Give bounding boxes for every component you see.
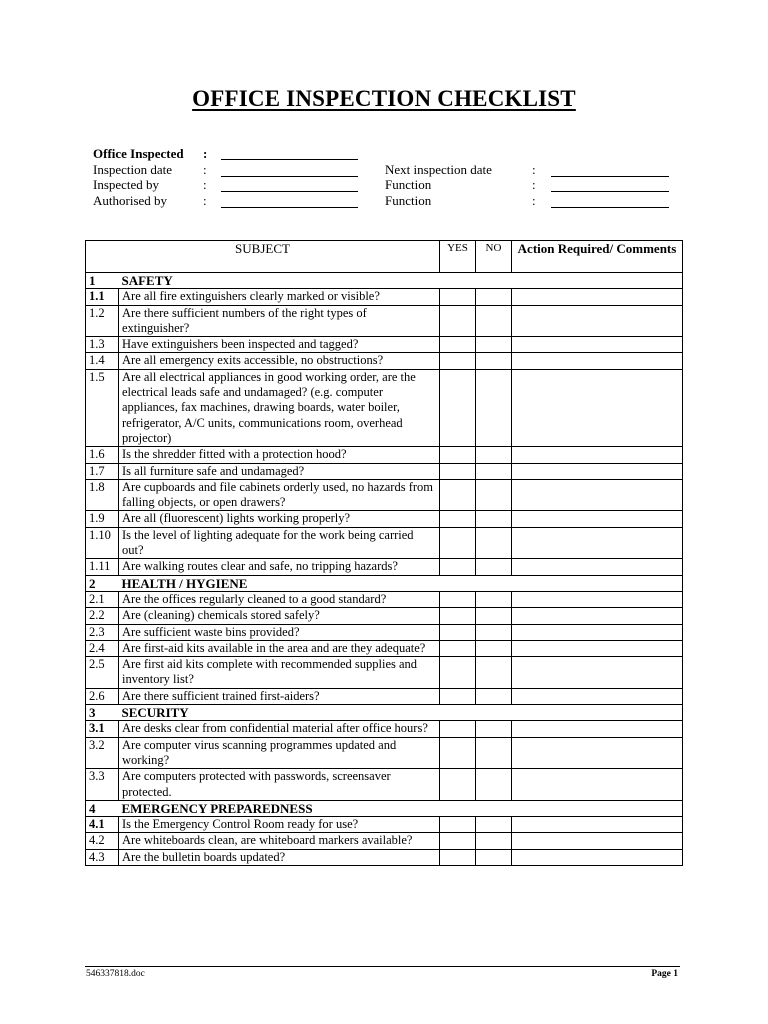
action-header: Action Required/ Comments	[512, 241, 683, 273]
item-number: 2.4	[86, 640, 119, 656]
colon: :	[532, 177, 536, 192]
footer-filename: 546337818.doc	[86, 969, 145, 979]
comments-cell[interactable]	[512, 511, 683, 527]
item-number: 1.5	[86, 369, 119, 446]
section-name: SECURITY	[121, 705, 189, 721]
no-cell[interactable]	[476, 447, 512, 463]
yes-cell[interactable]	[440, 591, 476, 607]
yes-cell[interactable]	[440, 353, 476, 369]
checklist-item-row	[86, 511, 683, 527]
section-heading	[86, 705, 683, 721]
checklist-item-row	[86, 479, 683, 511]
inspection-date-line[interactable]	[221, 176, 358, 177]
comments-cell[interactable]	[512, 624, 683, 640]
item-number: 1.7	[86, 463, 119, 479]
authorised-by-label: Authorised by	[93, 193, 168, 208]
comments-cell[interactable]	[512, 463, 683, 479]
no-cell[interactable]	[476, 353, 512, 369]
item-number: 2.6	[86, 688, 119, 704]
checklist-item-row	[86, 688, 683, 704]
no-cell[interactable]	[476, 849, 512, 865]
next-inspection-date-label: Next inspection date	[385, 162, 492, 177]
item-question: Are all electrical appliances in good working order, are the electrical leads safe and undamaged? (e.g. computer appliances, fax machines, drawing boards, water boiler, refrigerator, A/C units, communications room, overhead projector)	[119, 369, 440, 446]
checklist-item-row	[86, 608, 683, 624]
section-number: 4	[89, 800, 96, 816]
section-row	[86, 273, 683, 289]
item-question: Are all emergency exits accessible, no obstructions?	[119, 353, 440, 369]
yes-header: YES	[440, 241, 476, 273]
colon: :	[203, 177, 207, 192]
authorised-by-line[interactable]	[221, 207, 358, 208]
item-question: Are walking routes clear and safe, no tripping hazards?	[119, 559, 440, 575]
comments-cell[interactable]	[512, 479, 683, 511]
yes-cell[interactable]	[440, 833, 476, 849]
no-cell[interactable]	[476, 527, 512, 559]
yes-cell[interactable]	[440, 640, 476, 656]
no-cell[interactable]	[476, 833, 512, 849]
section-row	[86, 800, 683, 816]
checklist-item-row	[86, 463, 683, 479]
item-number: 3.1	[86, 721, 119, 737]
colon: :	[532, 162, 536, 177]
item-question: Are computers protected with passwords, screensaver protected.	[119, 769, 440, 801]
yes-cell[interactable]	[440, 721, 476, 737]
comments-cell[interactable]	[512, 305, 683, 337]
yes-cell[interactable]	[440, 527, 476, 559]
comments-cell[interactable]	[512, 608, 683, 624]
item-number: 2.3	[86, 624, 119, 640]
footer-page-number: Page 1	[651, 969, 678, 979]
item-number: 1.10	[86, 527, 119, 559]
item-question: Are all fire extinguishers clearly marked or visible?	[119, 289, 440, 305]
checklist-table	[85, 240, 683, 866]
section-row	[86, 575, 683, 591]
section-number: 2	[89, 575, 96, 591]
no-cell[interactable]	[476, 289, 512, 305]
colon: :	[203, 146, 208, 161]
checklist-item-row	[86, 833, 683, 849]
no-cell[interactable]	[476, 479, 512, 511]
item-question: Is all furniture safe and undamaged?	[119, 463, 440, 479]
item-number: 1.2	[86, 305, 119, 337]
comments-cell[interactable]	[512, 369, 683, 446]
inspected-by-line[interactable]	[221, 191, 358, 192]
page-title: OFFICE INSPECTION CHECKLIST	[192, 86, 576, 111]
no-cell[interactable]	[476, 769, 512, 801]
item-number: 1.4	[86, 353, 119, 369]
inspection-date-label: Inspection date	[93, 162, 173, 177]
yes-cell[interactable]	[440, 817, 476, 833]
function-line-1[interactable]	[551, 191, 669, 192]
function-label-1: Function	[385, 177, 432, 192]
section-heading	[86, 575, 683, 591]
comments-cell[interactable]	[512, 833, 683, 849]
item-question: Is the shredder fitted with a protection hood?	[119, 447, 440, 463]
no-cell[interactable]	[476, 559, 512, 575]
item-number: 1.8	[86, 479, 119, 511]
function-label-2: Function	[385, 193, 432, 208]
item-number: 2.2	[86, 608, 119, 624]
checklist-item-row	[86, 337, 683, 353]
item-number: 1.6	[86, 447, 119, 463]
yes-cell[interactable]	[440, 737, 476, 769]
item-number: 1.1	[86, 289, 119, 305]
item-question: Are desks clear from confidential material after office hours?	[119, 721, 440, 737]
item-question: Are first aid kits complete with recommended supplies and inventory list?	[119, 657, 440, 689]
no-cell[interactable]	[476, 369, 512, 446]
section-name: HEALTH / HYGIENE	[121, 575, 248, 591]
no-cell[interactable]	[476, 721, 512, 737]
comments-cell[interactable]	[512, 289, 683, 305]
no-cell[interactable]	[476, 463, 512, 479]
yes-cell[interactable]	[440, 511, 476, 527]
checklist-item-row	[86, 817, 683, 833]
no-cell[interactable]	[476, 608, 512, 624]
no-cell[interactable]	[476, 511, 512, 527]
checklist-item-row	[86, 640, 683, 656]
item-question: Are all (fluorescent) lights working properly?	[119, 511, 440, 527]
next-inspection-date-line[interactable]	[551, 176, 669, 177]
yes-cell[interactable]	[440, 447, 476, 463]
colon: :	[532, 193, 536, 208]
comments-cell[interactable]	[512, 337, 683, 353]
section-name: EMERGENCY PREPAREDNESS	[121, 800, 313, 816]
no-cell[interactable]	[476, 657, 512, 689]
comments-cell[interactable]	[512, 721, 683, 737]
comments-cell[interactable]	[512, 640, 683, 656]
item-question: Are cupboards and file cabinets orderly used, no hazards from falling objects, or open drawers?	[119, 479, 440, 511]
no-cell[interactable]	[476, 817, 512, 833]
comments-cell[interactable]	[512, 737, 683, 769]
section-name: SAFETY	[121, 273, 173, 288]
comments-cell[interactable]	[512, 769, 683, 801]
checklist-item-row	[86, 849, 683, 865]
no-cell[interactable]	[476, 624, 512, 640]
subject-header: SUBJECT	[86, 241, 440, 273]
no-cell[interactable]	[476, 337, 512, 353]
checklist-body	[86, 273, 683, 866]
item-number: 1.9	[86, 511, 119, 527]
footer-rule	[85, 966, 680, 967]
no-cell[interactable]	[476, 737, 512, 769]
item-question: Are (cleaning) chemicals stored safely?	[119, 608, 440, 624]
comments-cell[interactable]	[512, 353, 683, 369]
checklist-item-row	[86, 657, 683, 689]
yes-cell[interactable]	[440, 479, 476, 511]
yes-cell[interactable]	[440, 624, 476, 640]
item-number: 4.3	[86, 849, 119, 865]
section-heading	[86, 273, 683, 289]
yes-cell[interactable]	[440, 369, 476, 446]
item-number: 2.1	[86, 591, 119, 607]
yes-cell[interactable]	[440, 463, 476, 479]
item-question: Are whiteboards clean, are whiteboard markers available?	[119, 833, 440, 849]
section-row	[86, 705, 683, 721]
item-question: Are there sufficient numbers of the right types of extinguisher?	[119, 305, 440, 337]
yes-cell[interactable]	[440, 559, 476, 575]
checklist-item-row	[86, 527, 683, 559]
colon: :	[203, 193, 207, 208]
item-number: 1.11	[86, 559, 119, 575]
no-cell[interactable]	[476, 305, 512, 337]
no-cell[interactable]	[476, 640, 512, 656]
inspected-by-label: Inspected by	[93, 177, 160, 192]
checklist-item-row	[86, 721, 683, 737]
comments-cell[interactable]	[512, 527, 683, 559]
item-number: 1.3	[86, 337, 119, 353]
yes-cell[interactable]	[440, 688, 476, 704]
yes-cell[interactable]	[440, 608, 476, 624]
office-inspected-line[interactable]	[221, 159, 358, 160]
colon: :	[203, 162, 207, 177]
comments-cell[interactable]	[512, 657, 683, 689]
item-question: Is the level of lighting adequate for the work being carried out?	[119, 527, 440, 559]
yes-cell[interactable]	[440, 305, 476, 337]
no-cell[interactable]	[476, 591, 512, 607]
item-number: 4.1	[86, 817, 119, 833]
no-cell[interactable]	[476, 688, 512, 704]
comments-cell[interactable]	[512, 688, 683, 704]
item-question: Are there sufficient trained first-aiders?	[119, 688, 440, 704]
checklist-item-row	[86, 591, 683, 607]
item-question: Are the bulletin boards updated?	[119, 849, 440, 865]
section-heading	[86, 800, 683, 816]
checklist-item-row	[86, 289, 683, 305]
checklist-item-row	[86, 305, 683, 337]
comments-cell[interactable]	[512, 817, 683, 833]
yes-cell[interactable]	[440, 849, 476, 865]
table-header-row	[86, 241, 683, 273]
item-number: 2.5	[86, 657, 119, 689]
checklist-item-row	[86, 447, 683, 463]
yes-cell[interactable]	[440, 657, 476, 689]
item-question: Are the offices regularly cleaned to a good standard?	[119, 591, 440, 607]
item-number: 4.2	[86, 833, 119, 849]
item-number: 3.3	[86, 769, 119, 801]
comments-cell[interactable]	[512, 559, 683, 575]
comments-cell[interactable]	[512, 447, 683, 463]
yes-cell[interactable]	[440, 769, 476, 801]
section-number: 3	[89, 705, 96, 721]
item-question: Have extinguishers been inspected and tagged?	[119, 337, 440, 353]
no-header: NO	[476, 241, 512, 273]
checklist-item-row	[86, 624, 683, 640]
item-question: Are sufficient waste bins provided?	[119, 624, 440, 640]
item-question: Are first-aid kits available in the area and are they adequate?	[119, 640, 440, 656]
yes-cell[interactable]	[440, 289, 476, 305]
comments-cell[interactable]	[512, 849, 683, 865]
section-number: 1	[89, 273, 96, 288]
item-question: Are computer virus scanning programmes updated and working?	[119, 737, 440, 769]
checklist-item-row	[86, 353, 683, 369]
comments-cell[interactable]	[512, 591, 683, 607]
checklist-item-row	[86, 559, 683, 575]
checklist-item-row	[86, 737, 683, 769]
function-line-2[interactable]	[551, 207, 669, 208]
item-question: Is the Emergency Control Room ready for use?	[119, 817, 440, 833]
yes-cell[interactable]	[440, 337, 476, 353]
item-number: 3.2	[86, 737, 119, 769]
office-inspected-label: Office Inspected	[93, 146, 184, 161]
checklist-item-row	[86, 769, 683, 801]
checklist-item-row	[86, 369, 683, 446]
